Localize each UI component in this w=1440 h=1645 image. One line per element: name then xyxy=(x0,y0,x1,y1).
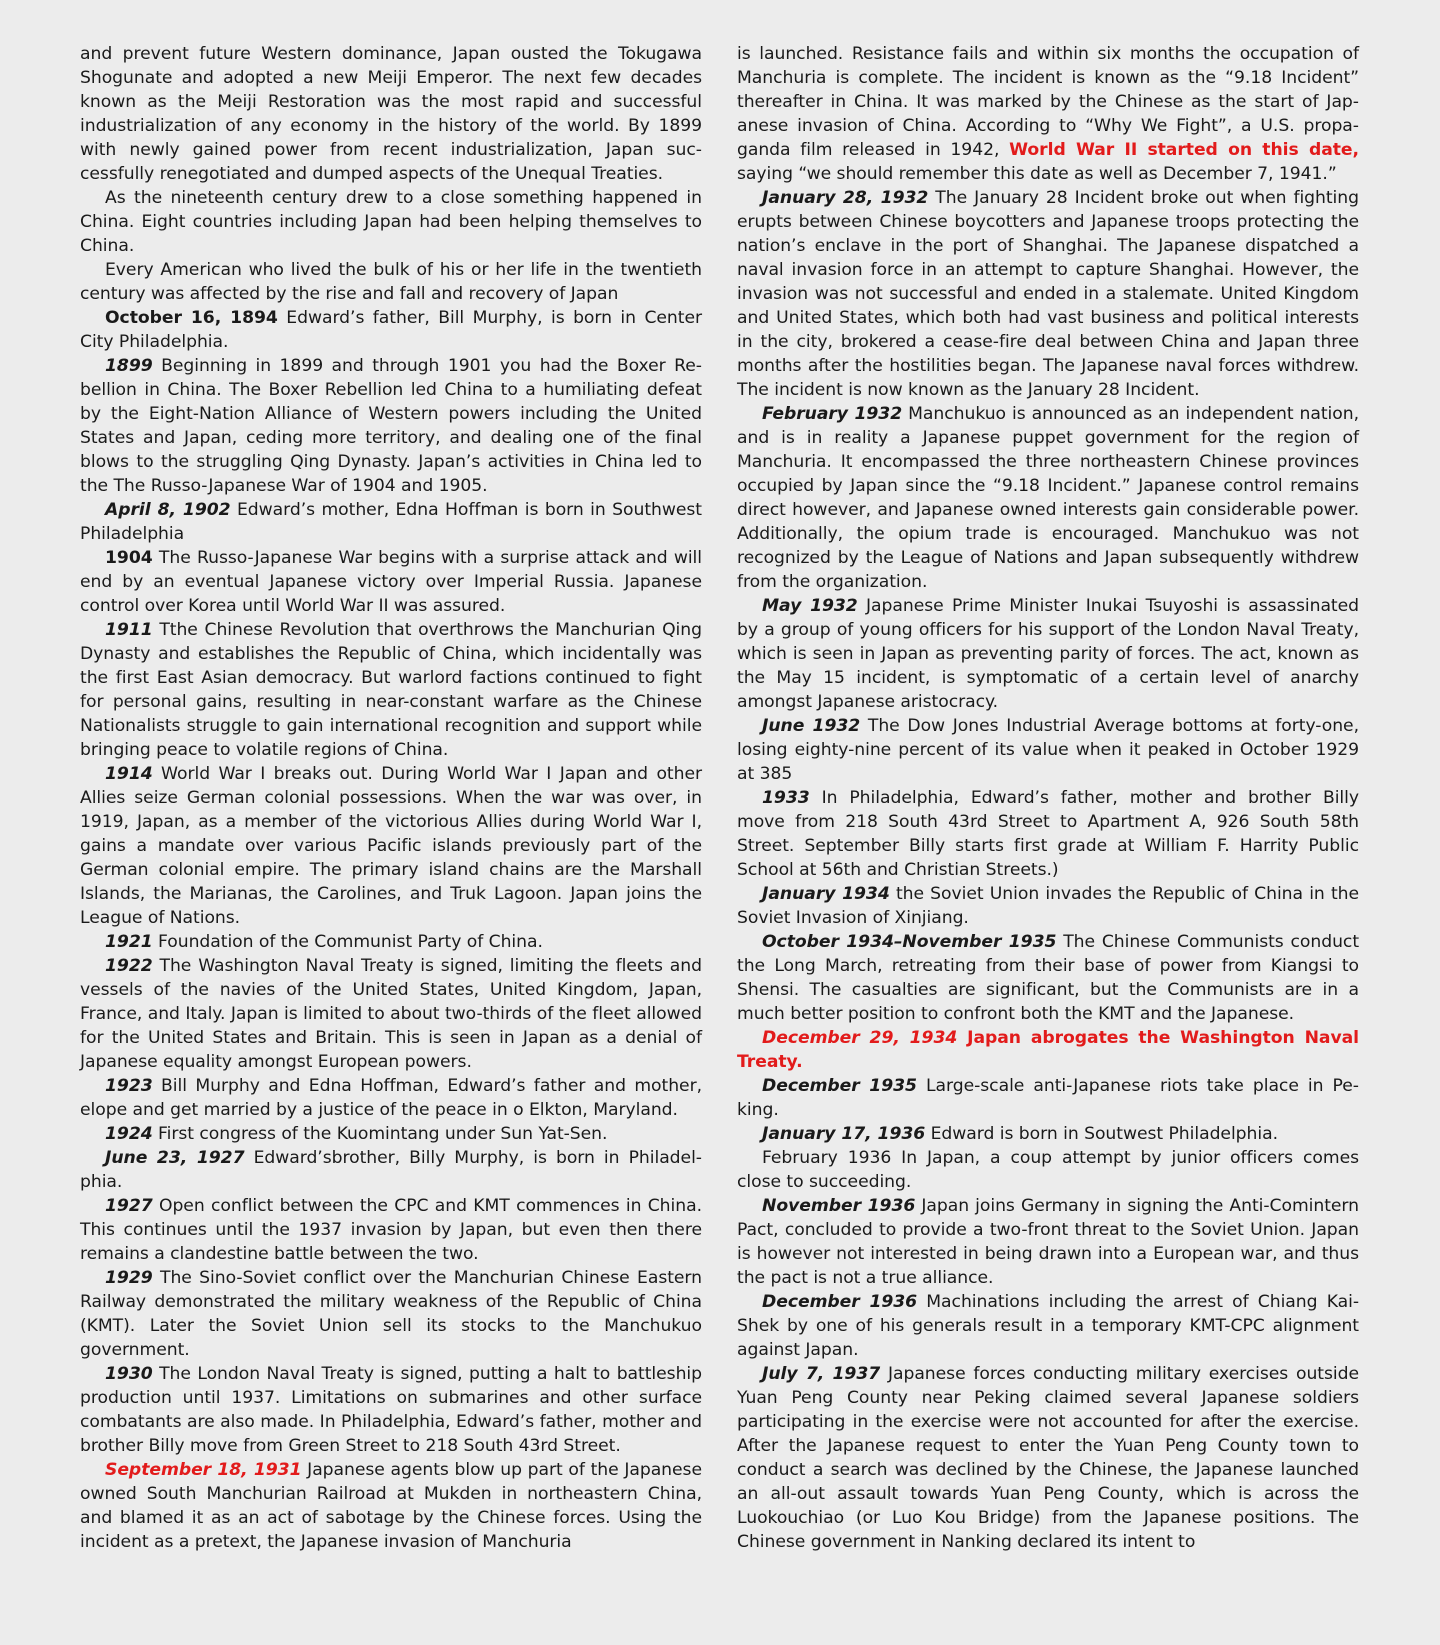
entry-date: 1921 xyxy=(105,932,153,952)
entry-1932-feb: February 1932 Manchukuo is announced as an independent nation, and is in reality a Japanese puppet government for the region of Manchuria. It encompassed the three northeastern Chinese provinces occupied by Japan since the “9.18 Incident.” Japanese control remains direct however, and Japanese owned interests gain considerable power. Additionally, the opium trade is encouraged. Manchukuo was not recognized by the League of Nations and Japan subsequently withdrew from the organization. xyxy=(737,404,1360,592)
entry-date: 1914 xyxy=(105,764,153,784)
entry-date: 1899 xyxy=(105,356,153,376)
entry-1927: 1927 Open conflict between the CPC and KMT commences in China. This continues until the 1937 invasion by Japan, but even then there remains a clandestine battle between the two. xyxy=(80,1196,702,1264)
entry-1923: 1923 Bill Murphy and Edna Hoffman, Edward’s father and mother, elope and get married by a justice of the peace in o Elkton, Maryland. xyxy=(80,1076,702,1120)
entry-date: 1929 xyxy=(105,1268,153,1288)
entry-1911: 1911 Tthe Chinese Revolution that overthrows the Manchurian Qing Dynasty and establishes the Republic of China, which incidentally was the first East Asian democracy. But warlord factions continued to fight for personal gains, resulting in near-constant warfare as the Chinese Nationalists struggle to gain international recognition and support while bringing peace to volatile regions of China. xyxy=(80,620,702,760)
left-column xyxy=(80,42,702,1554)
entry-date: February 1932 xyxy=(762,404,903,424)
entry-1933: 1933 In Philadelphia, Edward’s father, mother and brother Billy move from 218 South 43rd Street to Apartment A, 926 South 58th Street. September Billy starts first grade at William F. Harrity Public School at 56th and Christian Streets.) xyxy=(737,788,1359,880)
entry-1929: 1929 The Sino-Soviet conflict over the Manchurian Chinese Eastern Railway demonstrated the military weakness of the Republic of China (KMT). Later the Soviet Union sell its stocks to the Manchukuo government. xyxy=(80,1268,702,1360)
entry-1932-june: June 1932 The Dow Jones Industrial Average bottoms at forty-one, losing eighty-nine percent of its value when it peaked in October 1929 at 385 xyxy=(737,716,1359,784)
entry-date: December 1936 xyxy=(762,1292,918,1312)
entry-1899: 1899 Beginning in 1899 and through 1901 you had the Boxer Rebellion in China. The Boxer Rebellion led China to a humiliating defeat by the Eight-Nation Alliance of Western powers including the United States and Japan, ceding more territory, and dealing one of the final blows to the struggling Qing Dynasty. Japan’s activities in China led to the The Russo-Japanese War of 1904 and 1905. xyxy=(80,356,702,496)
entry-date: June 23, 1927 xyxy=(105,1148,245,1168)
entry-date: January 17, 1936 xyxy=(762,1124,926,1144)
entry-1921: 1921 Foundation of the Communist Party of China. xyxy=(105,932,543,952)
highlighted-date: December 29, 1934 xyxy=(762,1028,958,1048)
entry-date: April 8, 1902 xyxy=(105,500,231,520)
paragraph-0: and prevent future Western dominance, Japan ousted the Tokugawa Shogunate and adopted a new Meiji Emperor. The next few decades known as the Meiji Restoration was the most rapid and successful industrialization of any economy in the history of the world. By 1899 with newly gained power from recent industrialization, Japan successfully renegotiated and dumped aspects of the Unequal Treaties. xyxy=(80,44,702,184)
entry-1932-may: May 1932 Japanese Prime Minister Inukai Tsuyoshi is assassinated by a group of young officers for his support of the London Naval Treaty, which is seen in Japan as preventing parity of forces. The act, known as the May 15 incident, is symptomatic of a certain level of anarchy amongst Japanese aristocracy. xyxy=(737,596,1359,712)
entry-date: October 1934–November 1935 xyxy=(762,932,1057,952)
entry-1894: October 16, 1894 Edward’s father, Bill Murphy, is born in Center City Philadelphia. xyxy=(80,308,702,352)
entry-date: 1930 xyxy=(105,1364,153,1384)
entry-1914: 1914 World War I breaks out. During World War I Japan and other Allies seize German colonial possessions. When the war was over, in 1919, Japan, as a member of the victorious Allies during World War I, gains a mandate over various Pacific islands previously part of the German colonial empire. The primary island chains are the Marshall Islands, the Marianas, the Carolines, and Truk Lagoon. Japan joins the League of Nations. xyxy=(80,764,702,928)
entry-date: 1922 xyxy=(105,956,153,976)
entry-1936-feb: February 1936 In Japan, a coup attempt by junior officers comes close to succeeding. xyxy=(737,1148,1359,1192)
entry-1936-nov: November 1936 Japan joins Germany in signing the Anti-Comintern Pact, concluded to provide a two-front threat to the Soviet Union. Japan is however not interested in being drawn into a European war, and thus the pact is not a true alliance. xyxy=(737,1196,1359,1288)
right-column xyxy=(737,42,1359,1554)
entry-date: 1924 xyxy=(105,1124,153,1144)
entry-1936-jan: January 17, 1936 Edward is born in Soutwest Philadelphia. xyxy=(762,1124,1279,1144)
entry-1902: April 8, 1902 Edward’s mother, Edna Hoffman is born in Southwest Philadelphia xyxy=(80,500,702,544)
paragraph-2: Every American who lived the bulk of his or her life in the twentieth century was affected by the rise and fall and recovery of Japan xyxy=(80,260,702,304)
entry-date: 1904 xyxy=(105,548,153,568)
entry-date: 1927 xyxy=(105,1196,153,1216)
entry-date: May 1932 xyxy=(762,596,858,616)
entry-1904: 1904 The Russo-Japanese War begins with a surprise attack and will end by an eventual Japanese victory over Imperial Russia. Japanese control over Korea until World War II was assured. xyxy=(80,548,702,616)
paragraph-continued: is launched. Resistance fails and within six months the occupation of Manchuria is complete. The incident is known as the “9.18 Incident” thereafter in China. It was marked by the Chinese as the start of Japanese invasion of China. According to “Why We Fight”, a U.S. propaganda film released in 1942, World War II started on this date, saying “we should remember this date as well as December 7, 1941.” xyxy=(737,44,1359,184)
entry-date: December 1935 xyxy=(762,1076,917,1096)
entry-1934-oct: October 1934–November 1935 The Chinese Communists conduct the Long March, retreating from their base of power from Kiangsi to Shensi. The casualties are significant, but the Communists are in a much better position to confront both the KMT and the Japanese. xyxy=(737,932,1360,1024)
entry-date: October 16, 1894 xyxy=(105,308,278,328)
entry-1931: September 18, 1931 Japanese agents blow up part of the Japanese owned South Manchurian Railroad at Mukden in northeastern China, and blamed it as an act of sabotage by the Chinese forces. Using the incident as a pretext, the Japanese invasion of Manchuria xyxy=(80,1460,702,1552)
highlighted-date: September 18, 1931 xyxy=(105,1460,302,1480)
entry-1936-dec: December 1936 Machinations including the arrest of Chiang Kai-Shek by one of his generals result in a temporary KMT-CPC alignment against Japan. xyxy=(737,1292,1359,1360)
highlighted-text: Japan abrogates the Washington Naval Treaty. xyxy=(737,1028,1359,1072)
entry-date: June 1932 xyxy=(762,716,861,736)
entry-1937-jul: July 7, 1937 Japanese forces conducting military exercises outside Yuan Peng County near Peking claimed several Japanese soldiers participating in the exercise were not accounted for after the exercise. After the Japanese request to enter the Yuan Peng County town to conduct a search was declined by the Chinese, the Japanese launched an all-out assault towards Yuan Peng County, which is across the Luokouchiao (or Luo Kou Bridge) from the Japanese positions. The Chinese government in Nanking declared its intent to xyxy=(737,1364,1359,1552)
entry-date: January 1934 xyxy=(762,884,890,904)
entry-1935-dec: December 1935 Large-scale anti-Japanese riots take place in Peking. xyxy=(737,1076,1359,1120)
entry-1930: 1930 The London Naval Treaty is signed, putting a halt to battleship production until 1937. Limitations on submarines and other surface combatants are also made. In Philadelphia, Edward’s father, mother and brother Billy move from Green Street to 218 South 43rd Street. xyxy=(80,1364,702,1456)
highlighted-phrase: World War II started on this date, xyxy=(1009,140,1359,160)
entry-1922: 1922 The Washington Naval Treaty is signed, limiting the fleets and vessels of the navies of the United States, United Kingdom, Japan, France, and Italy. Japan is limited to about two-thirds of the fleet allowed for the United States and Britain. This is seen in Japan as a denial of Japanese equality amongst European powers. xyxy=(80,956,702,1072)
entry-date: 1923 xyxy=(105,1076,153,1096)
entry-date: 1911 xyxy=(105,620,153,640)
entry-1927-june: June 23, 1927 Edward’sbrother, Billy Murphy, is born in Philadelphia. xyxy=(80,1148,702,1192)
paragraph-1: As the nineteenth century drew to a close something happened in China. Eight countries including Japan had been helping themselves to China. xyxy=(80,188,702,256)
entry-1934-dec xyxy=(737,1026,1359,1074)
entry-date: July 7, 1937 xyxy=(762,1364,881,1384)
entry-date: 1933 xyxy=(762,788,810,808)
entry-1932-jan: January 28, 1932 The January 28 Incident broke out when fighting erupts between Chinese boycotters and Japanese troops protecting the nation’s enclave in the port of Shanghai. The Japanese dispatched a naval invasion force in an attempt to capture Shanghai. However, the invasion was not successful and ended in a stalemate. United Kingdom and United States, which both had vast business and political interests in the city, brokered a cease-fire deal between China and Japan three months after the hostilities began. The Japanese naval forces withdrew. The incident is now known as the January 28 Incident. xyxy=(737,188,1359,400)
entry-1924: 1924 First congress of the Kuomintang under Sun Yat-Sen. xyxy=(105,1124,608,1144)
entry-date: November 1936 xyxy=(762,1196,916,1216)
entry-1934-jan: January 1934 the Soviet Union invades the Republic of China in the Soviet Invasion of Xinjiang. xyxy=(737,884,1360,928)
entry-date: January 28, 1932 xyxy=(762,188,929,208)
